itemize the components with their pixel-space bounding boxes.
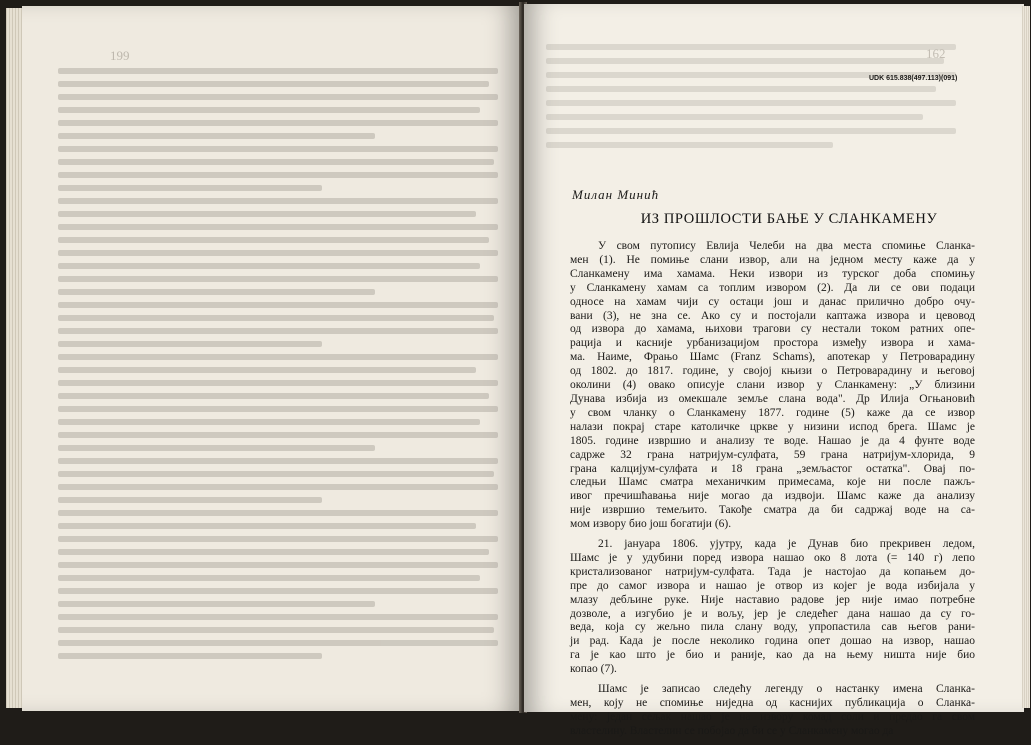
article-paragraph xyxy=(570,683,975,739)
bleed-line xyxy=(58,614,498,620)
text-line: од извора до хамама, њихови трагови су нестали током ратних опе- xyxy=(570,323,975,336)
text-line: Шамс је у удубини поред извора нашао око 8 лота (= 140 г) лепо xyxy=(570,551,975,564)
text-line: Сланкамену има хамама. Неки извори из турског доба спомињу xyxy=(570,267,975,280)
bleed-line xyxy=(546,142,833,148)
text-line: пре до самог извора и нашао је отвор из којег је вода избијала у xyxy=(570,579,975,592)
text-line: Шамс је записао следећу легенду о настанку имена Сланка- xyxy=(598,683,975,696)
text-line: од 1802. до 1817. године, у својој књизи о Петроварадину и његовој xyxy=(570,365,975,378)
text-line: околини (4) овако описује слани извор у Сланкамену: „У близини xyxy=(570,379,975,392)
bleed-line xyxy=(58,224,498,230)
article-paragraph xyxy=(570,538,975,677)
text-line: мен (1). Не помиње слани извор, али на једном месту каже да у xyxy=(570,253,975,266)
text-line: ма. Наиме, Фрањо Шамс (Franz Schams), апотекар у Петроварадину xyxy=(570,351,975,364)
text-line: садрже 32 грана натријум-сулфата, 59 грана натријум-хлорида, 9 xyxy=(570,448,975,461)
text-line: није извршио темељито. Такође сматра да би садржај воде на са- xyxy=(570,504,975,517)
bleed-line xyxy=(58,198,498,204)
bleed-line xyxy=(58,237,489,243)
bleed-line xyxy=(58,393,489,399)
bleed-line xyxy=(58,588,498,594)
text-line: га је као што је био и раније, као да на њему ништа није био xyxy=(570,649,975,662)
bleed-line xyxy=(58,289,375,295)
bleed-line xyxy=(58,497,322,503)
bleed-line xyxy=(58,185,322,191)
bleed-line xyxy=(58,68,498,74)
bleed-line xyxy=(58,653,322,659)
bleed-line xyxy=(58,536,498,542)
bleed-line xyxy=(546,128,956,134)
bleed-line xyxy=(58,575,480,581)
bleed-line xyxy=(58,263,480,269)
bleed-line xyxy=(58,211,476,217)
left-page-number: 199 xyxy=(110,48,130,63)
article-paragraph xyxy=(570,240,975,532)
text-line: копао (7). xyxy=(570,663,617,676)
udk-code: UDK 615.838(497.113)(091) xyxy=(869,75,958,82)
bleed-line xyxy=(546,44,956,50)
right-page xyxy=(524,4,1024,737)
text-line: односе на хамам чији су остаци још и данас прилично добро очу- xyxy=(570,295,975,308)
bleed-line xyxy=(58,640,498,646)
text-line: веда, која су жељно пила слану воду, упропастила сав његов рани- xyxy=(570,621,975,634)
text-line: у Сланкамену хамам са топлим извором (2). Да ли се ови подаци xyxy=(570,281,975,294)
bleed-line xyxy=(58,432,498,438)
bleed-line xyxy=(58,328,498,334)
article-body xyxy=(570,240,975,745)
bleed-line xyxy=(546,114,923,120)
bleed-line xyxy=(546,86,936,92)
text-line: у свом чланку о Сланкамену 1877. године (5) каже да се извор xyxy=(570,406,975,419)
bleed-line xyxy=(58,94,498,100)
bleed-line xyxy=(58,315,494,321)
bleed-line xyxy=(58,549,489,555)
text-line: ји рад. Када је после неколико година опет дошао на извор, нашао xyxy=(570,635,975,648)
text-line: млазу дебљине руке. Није наставио радове јер није имао потребне xyxy=(570,593,975,606)
text-line: 21. јануара 1806. ујутру, када је Дунав био прекривен ледом, xyxy=(598,538,975,551)
text-line: мену: један сељак нашао је на извору комад соли и предао га свом xyxy=(570,710,975,723)
bleed-line xyxy=(58,471,494,477)
bleed-line xyxy=(58,250,498,256)
bleed-line xyxy=(58,562,498,568)
bleed-line xyxy=(58,133,375,139)
right-page-edges xyxy=(1022,6,1030,708)
text-line: грана калцијум-сулфата и 18 грана „земљастог остатка". Овај по- xyxy=(570,462,975,475)
bleed-line xyxy=(58,120,498,126)
text-line: ивог пречишћавања није могао да издвоји. Шамс каже да анализу xyxy=(570,490,975,503)
article-title: ИЗ ПРОШЛОСТИ БАЊЕ У СЛАНКАМЕНУ xyxy=(640,211,938,227)
bleed-line xyxy=(58,484,498,490)
bleed-line xyxy=(58,276,498,282)
bleed-line xyxy=(58,523,476,529)
bleed-line xyxy=(58,510,498,516)
bleed-line xyxy=(58,159,494,165)
right-page-bleedthrough xyxy=(546,44,956,154)
bleed-line xyxy=(58,601,375,607)
article-author: Милан Минић xyxy=(572,187,660,202)
text-line: вани (3), не зна се. Ако су и постојали каптажа извора и цевовод xyxy=(570,309,975,322)
text-line: налази покрај старе католичке цркве у низини испод брега. Шамс је xyxy=(570,420,975,433)
text-line: мен, коју не спомиње ниједна од каснијих публикација о Сланка- xyxy=(570,697,975,709)
bleed-line xyxy=(58,81,489,87)
text-line: властелину. Властелин се побојао да би се у Сланкамену могао да xyxy=(570,724,894,737)
text-line: мом извору био још богатији (6). xyxy=(570,518,732,531)
bleed-line xyxy=(58,445,375,451)
bleed-line xyxy=(546,100,956,106)
bleed-line xyxy=(546,58,944,64)
bleed-line xyxy=(58,146,498,152)
text-line: Дунава избија из омекшале земље слана вода". Др Илија Огњановић xyxy=(570,392,975,405)
left-page xyxy=(22,6,522,711)
bleed-line xyxy=(58,458,498,464)
left-page-bleedthrough xyxy=(58,68,498,668)
bleed-line xyxy=(58,107,480,113)
text-line: рација и касније урбанизацијом простора између извора и хама- xyxy=(570,337,975,350)
bleed-line xyxy=(58,627,494,633)
text-line: У свом путопису Евлија Челеби на два места спомиње Сланка- xyxy=(598,240,975,252)
text-line: кристализованог натријум-сулфата. Тада је настојао да копањем до- xyxy=(570,565,975,578)
bleed-line xyxy=(58,406,498,412)
text-line: следњи Шамс сматра механичким примесама, које ни после пажљ- xyxy=(570,476,975,489)
bleed-line xyxy=(58,419,480,425)
bleed-line xyxy=(58,367,476,373)
bleed-line xyxy=(58,302,498,308)
text-line: дозволе, а изгубио је и вољу, јер је следећег дана нашао да су го- xyxy=(570,607,975,620)
bleed-line xyxy=(58,341,322,347)
text-line: 1805. године извршио и анализу те воде. Нашао је да 4 фунте воде xyxy=(570,434,975,447)
bleed-line xyxy=(58,354,498,360)
right-page-number: 162 xyxy=(926,46,946,61)
bleed-line xyxy=(58,172,498,178)
bleed-line xyxy=(58,380,498,386)
